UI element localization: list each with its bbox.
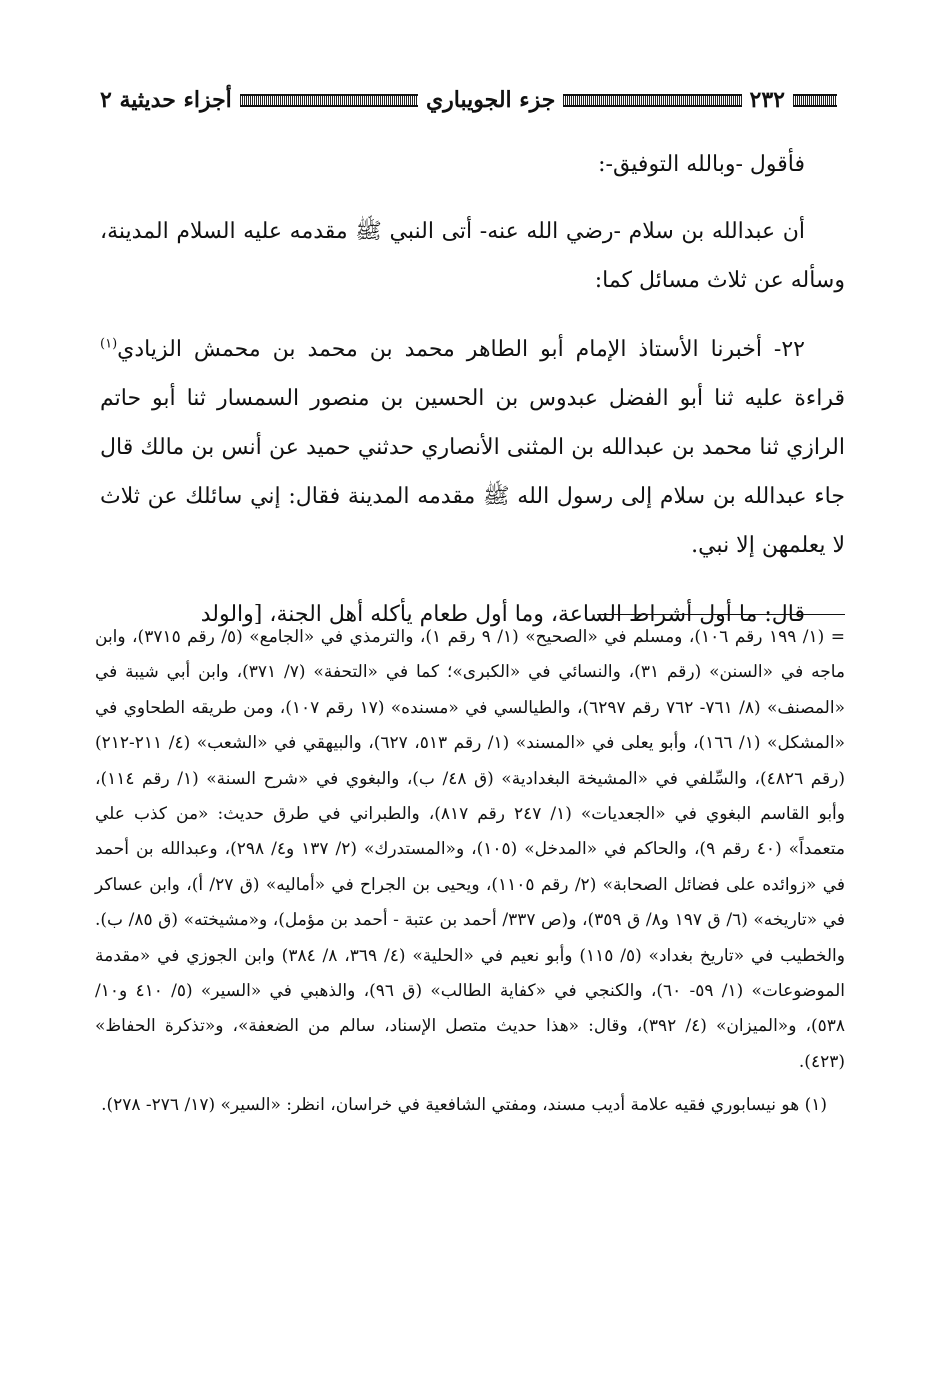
header-rule [563, 94, 741, 107]
footnote-continued: = (١/ ١٩٩ رقم ١٠٦)، ومسلم في «الصحيح» (١/ ٩ رقم ١)، والترمذي في «الجامع» (٥/ رقم ٣٧١٥)، وابن ماجه في «السنن» (رقم ٣١)، والنسائي في «الكبرى»؛ كما في «التحفة» (٧/ ٣٧١)، وابن أبي شيبة في «المصنف» (٨/ ٧٦١- ٧٦٢ رقم ٦٢٩٧)، والطيالسي في «مسنده» (١٧ رقم ١٠٧)، ومن طريقه الطحاوي في «المشكل» (١/ ١٦٦)، وأبو يعلى في «المسند» (١/ رقم ٥١٣، ٦٢٧)، والبيهقي في «الشعب» (٤/ ٢١١-٢١٢) (رقم ٤٨٢٦)، والسِّلفي في «المشيخة البغدادية» (ق ٤٨/ ب)، والبغوي في «شرح السنة» (١/ رقم ١١٤)، وأبو القاسم البغوي في «الجعديات» (١/ ٢٤٧ رقم ٨١٧)، والطبراني في طرق حديث: «من كذب علي متعمداً» (٤٠ رقم ٩)، والحاكم في «المدخل» (١٠٥)، و«المستدرك» (٢/ ١٣٧ و٤/ ٢٩٨)، وعبدالله بن أحمد في «زوائده على فضائل الصحابة» (٢/ رقم ١١٠٥)، ويحيى بن الجراح في «أماليه» (ق ٢٧/ أ)، وابن عساكر في «تاريخه» (٦/ ق ١٩٧ و٨/ ق ٣٥٩)، و(ص ٣٣٧/ أحمد بن عتبة - أحمد بن مؤمل)، و«مشيخته» (ق ٨٥/ ب). والخطيب في «تاريخ بغداد» (٥/ ١١٥) وأبو نعيم في «الحلية» (٤/ ٣٦٩، ٨/ ٣٨٤) وابن الجوزي في «مقدمة الموضوعات» (١/ ٥٩- ٦٠)، والكنجي في «كفاية الطالب» (ق ٩٦)، والذهبي في «السير» (٥/ ٤١٠ و١٠/ ٥٣٨)، و«الميزان» (٤/ ٣٩٢)، وقال: «هذا حديث متصل الإسناد، سالم من الضعفة»، و«تذكرة الحفاظ» (٤٢٣). [95, 627, 846, 1072]
hadith-isnad-rest: قراءة عليه ثنا أبو الفضل عبدوس بن الحسين بن منصور السمسار ثنا أبو حاتم الرازي ثنا محمد بن عبدالله بن المثنى الأنصاري حدثني حميد عن أنس بن مالك قال جاء عبدالله بن سلام إلى رسول الله ﷺ مقدمه المدينة فقال: إني سائلك عن ثلاث لا يعلمهن إلا نبي. [100, 386, 845, 558]
narrative-paragraph: أن عبدالله بن سلام -رضي الله عنه- أتى النبي ﷺ مقدمه عليه السلام المدينة، وسأله عن ثلاث مسائل كما: [100, 219, 845, 293]
book-title: جزء الجويباري [425, 87, 556, 113]
hadith-paragraph [100, 325, 845, 570]
footnote-separator [597, 614, 845, 615]
header-rule [793, 94, 837, 107]
footnotes [95, 620, 845, 1124]
footnote-1: (١) هو نيسابوري فقيه علامة أديب مسند، ومفتي الشافعية في خراسان، انظر: «السير» (١٧/ ٢٧٦- ٢٧٨). [101, 1095, 827, 1116]
intro-line: فأقول -وبالله التوفيق-: [598, 152, 805, 177]
hadith-isnad-start: ٢٢- أخبرنا الأستاذ الإمام أبو الطاهر محمد بن محمد بن محمش الزيادي [117, 337, 805, 362]
series-title: أجزاء حديثية ٢ [100, 87, 232, 113]
question-line: قال: ما أول أشراط الساعة، وما أول طعام يأكله أهل الجنة، [والولد [200, 602, 805, 627]
main-text [100, 140, 845, 639]
footnote-ref: (١) [100, 336, 118, 352]
running-header [100, 80, 845, 120]
page-number: ٢٣٢ [749, 87, 785, 113]
header-rule [240, 94, 418, 107]
